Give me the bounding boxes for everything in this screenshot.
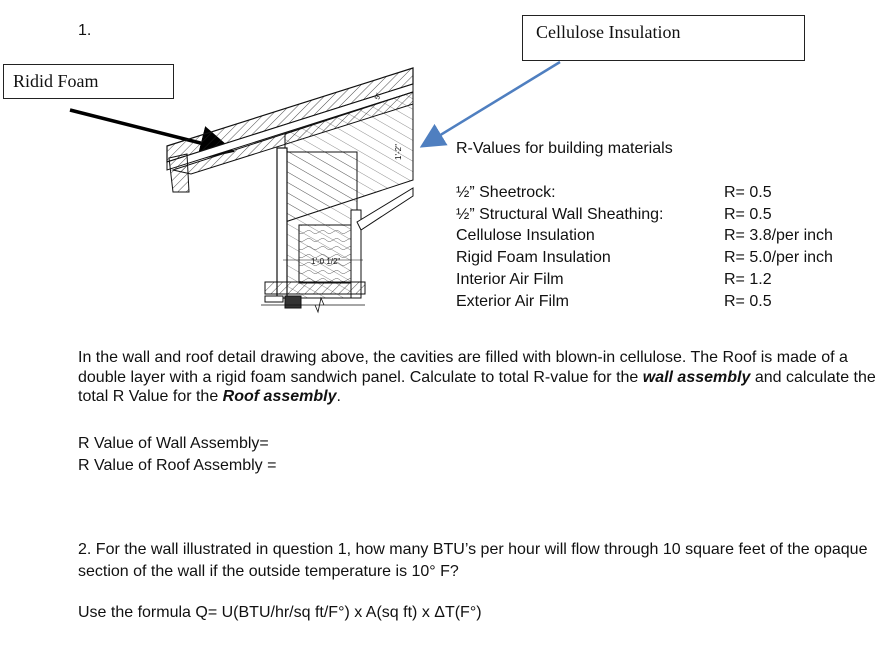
rvalue-row (456, 269, 833, 291)
rvalues-table (456, 182, 833, 312)
rvalue-material: Rigid Foam Insulation (456, 249, 611, 267)
rvalue-row (456, 204, 833, 226)
question-1-paragraph: In the wall and roof detail drawing above, the cavities are filled with blown-in cellulose. The Roof is made of a double layer with a rigid foam sandwich panel. Calculate to total R-value for the wall assembly and calculate the total R Value for the Roof assembly. (78, 349, 876, 405)
dim-slope-text: 1'-2" (394, 144, 403, 160)
rigid-foam-label: Ridid Foam (3, 64, 174, 99)
wall-assembly-emphasis: wall assembly (642, 368, 751, 386)
answer-wall-line: R Value of Wall Assembly= (78, 435, 269, 452)
rvalue-value: R= 5.0/per inch (724, 249, 833, 267)
dim-wall-text: 1'-0 1/2" (311, 257, 341, 266)
rvalues-title: R-Values for building materials (456, 140, 673, 157)
rvalue-row (456, 182, 833, 204)
cellulose-insulation-label: Cellulose Insulation (522, 15, 805, 61)
rvalue-row (456, 247, 833, 269)
rvalue-material: Exterior Air Film (456, 292, 569, 310)
dim-small-text: 5" (374, 92, 383, 101)
rvalue-material: Interior Air Film (456, 270, 564, 288)
rvalue-value: R= 0.5 (724, 292, 772, 310)
rvalue-value: R= 1.2 (724, 270, 772, 288)
rvalue-value: R= 0.5 (724, 205, 772, 223)
question-2-text: 2. For the wall illustrated in question 1, how many BTU’s per hour will flow through 10 square feet of the opaque section of the wall if the outside temperature is 10° F? (78, 541, 868, 580)
wall-roof-detail-drawing (165, 60, 425, 330)
rvalue-value: R= 0.5 (724, 184, 772, 201)
answer-block (78, 433, 276, 476)
rvalue-row (456, 225, 833, 247)
question-1-number: 1. (78, 22, 92, 39)
rvalue-row (456, 291, 833, 313)
rvalue-value: R= 3.8/per inch (724, 227, 833, 245)
answer-roof-line: R Value of Roof Assembly = (78, 456, 277, 474)
rvalue-material: ½” Structural Wall Sheathing: (456, 205, 664, 223)
rvalue-material: Cellulose Insulation (456, 227, 595, 245)
question-2-formula: Use the formula Q= U(BTU/hr/sq ft/F°) x A(sq ft) x ΔT(F°) (78, 604, 482, 621)
cellulose-arrow (424, 62, 560, 145)
roof-assembly-emphasis: Roof assembly (222, 388, 337, 405)
rvalue-material: ½” Sheetrock: (456, 184, 556, 201)
